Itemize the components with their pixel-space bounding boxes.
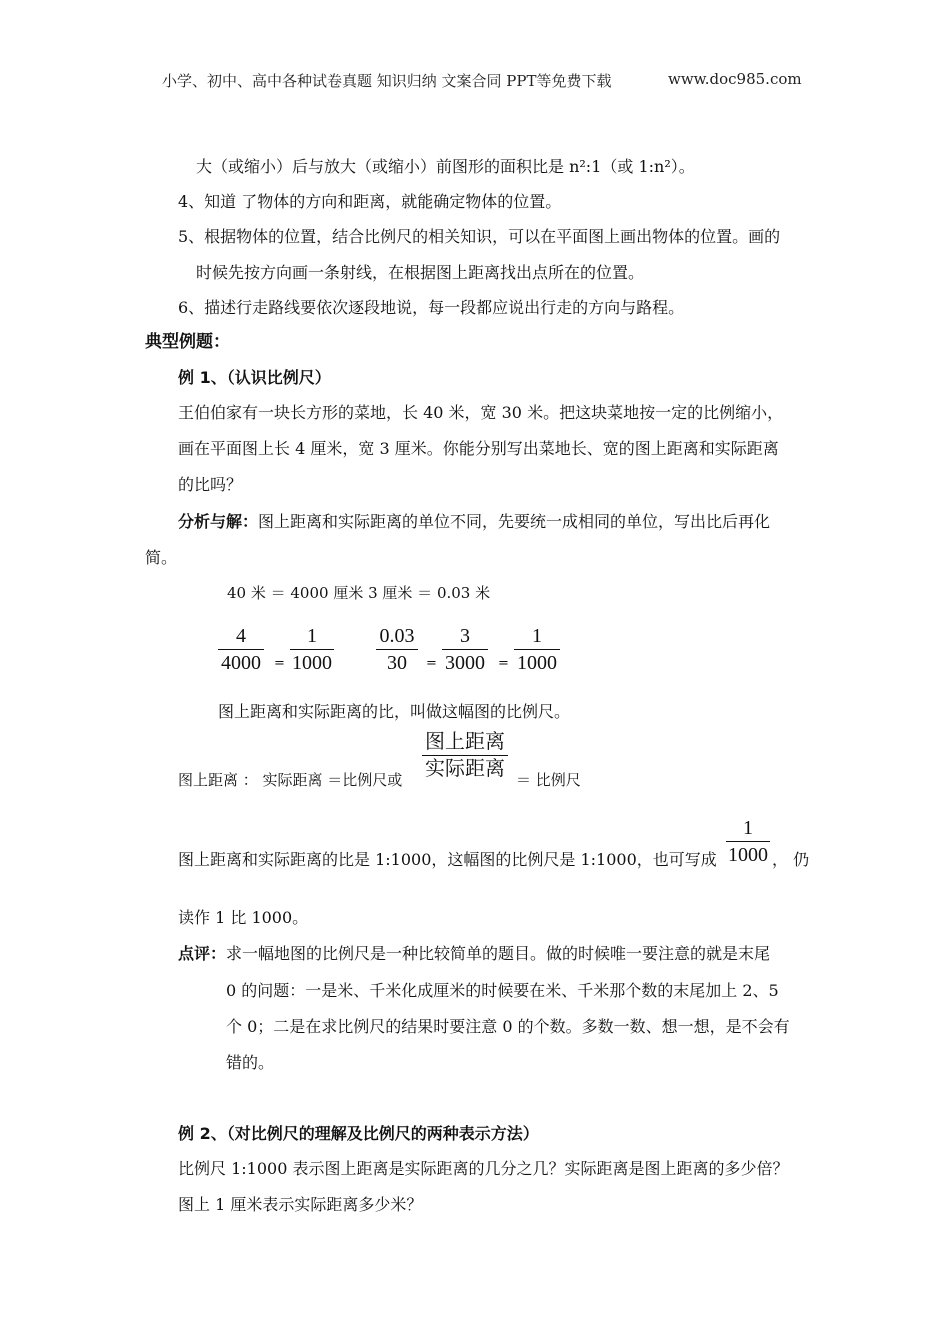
example1-question: 王伯伯家有一块长方形的菜地，长 40 米，宽 30 米。把这块菜地按一定的比例缩小， (178, 403, 784, 422)
example2-question: 比例尺 1:1000 表示图上距离是实际距离的几分之几？实际距离是图上距离的多少倍？ (178, 1159, 789, 1178)
header-text: 小学、初中、高中各种试卷真题 知识归纳 文案合同 PPT等免费下载 (162, 72, 612, 90)
text-line: 大（或缩小）后与放大（或缩小）前图形的面积比是 n²:1（或 1:n²）。 (196, 157, 695, 176)
comment-text: 0 的问题：一是米、千米化成厘米的时候要在米、千米那个数的末尾加上 2、5 (226, 981, 779, 1000)
fraction: 4 4000 (218, 624, 264, 675)
unit-conversion: 40 米 ＝ 4000 厘米 3 厘米 ＝ 0.03 米 (227, 584, 491, 602)
analysis-line (178, 512, 770, 532)
text-line: 6、描述行走路线要依次逐段地说，每一段都应说出行走的方向与路程。 (178, 298, 685, 317)
ratio-text: 图上距离和实际距离的比是 1:1000，这幅图的比例尺是 1:1000，也可写成 (178, 850, 717, 869)
example2-title: 例 2、（对比例尺的理解及比例尺的两种表示方法） (178, 1124, 539, 1143)
comment-label: 点评： (178, 944, 227, 963)
text-line: 4、知道 了物体的方向和距离，就能确定物体的位置。 (178, 192, 562, 211)
fraction: 3 3000 (442, 624, 488, 675)
ratio-tail: ， 仍 (772, 850, 810, 869)
text-line: 5、根据物体的位置，结合比例尺的相关知识，可以在平面图上画出物体的位置。画的 (178, 227, 781, 246)
analysis-text: 简。 (145, 548, 178, 567)
read-text: 读作 1 比 1000。 (178, 908, 309, 927)
text-line: 时候先按方向画一条射线，在根据图上距离找出点所在的位置。 (196, 263, 645, 282)
section-title: 典型例题： (145, 332, 230, 352)
header-url: www.doc985.com (668, 70, 802, 88)
example1-question: 的比吗？ (178, 475, 243, 494)
formula-right: ＝ 比例尺 (516, 771, 581, 789)
comment-text: 个 0；二是在求比例尺的结果时要注意 0 的个数。多数一数、想一想，是不会有 (226, 1017, 790, 1036)
formula-fraction: 图上距离 实际距离 (422, 730, 508, 781)
comment-text: 错的。 (226, 1053, 275, 1072)
analysis-label: 分析与解： (178, 512, 259, 531)
equals-sign: = (426, 656, 437, 671)
equals-sign: = (274, 656, 285, 671)
definition-text: 图上距离和实际距离的比，叫做这幅图的比例尺。 (218, 702, 571, 721)
formula-left: 图上距离 ： 实际距离 ＝比例尺或 (178, 771, 403, 789)
example2-question: 图上 1 厘米表示实际距离多少米？ (178, 1195, 423, 1214)
ratio-fraction: 1 1000 (728, 817, 768, 866)
fraction: 1 1000 (514, 624, 560, 675)
analysis-text: 图上距离和实际距离的单位不同，先要统一成相同的单位，写出比后再化 (258, 512, 771, 531)
fraction: 0.03 30 (376, 624, 418, 675)
comment-text: 求一幅地图的比例尺是一种比较简单的题目。做的时候唯一要注意的就是末尾 (226, 944, 771, 963)
equals-sign: = (498, 656, 509, 671)
fraction: 1 1000 (292, 625, 332, 674)
example1-question: 画在平面图上长 4 厘米，宽 3 厘米。你能分别写出菜地长、宽的图上距离和实际距离 (178, 439, 779, 458)
comment-line (178, 944, 770, 964)
example1-title: 例 1、（认识比例尺） (178, 368, 331, 387)
